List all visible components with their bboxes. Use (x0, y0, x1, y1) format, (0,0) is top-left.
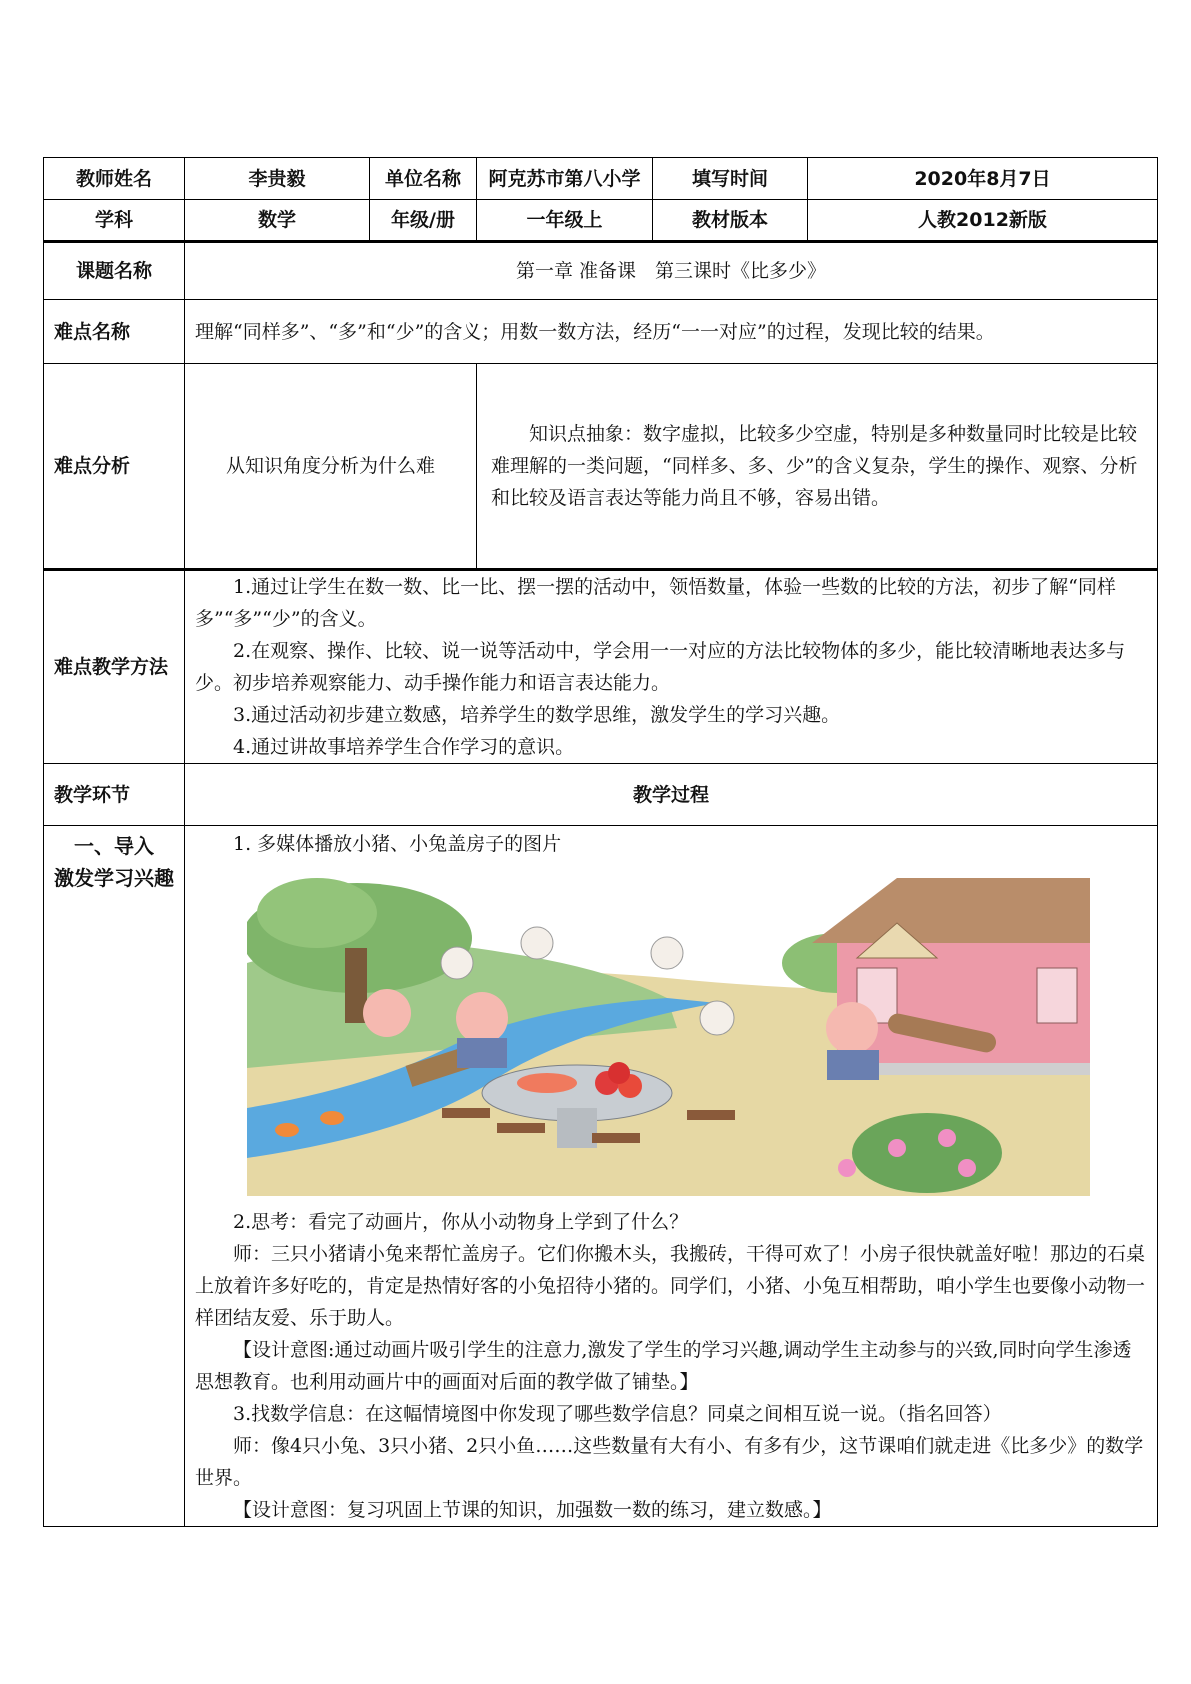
unit-name: 阿克苏市第八小学 (477, 158, 653, 200)
analysis-label: 难点分析 (44, 364, 185, 570)
difficulty-row (44, 300, 1158, 364)
analysis-sub-label: 从知识角度分析为什么难 (185, 364, 477, 570)
grade-label: 年级/册 (370, 200, 477, 242)
topic-label: 课题名称 (44, 242, 185, 300)
stage1-paragraph: 【设计意图:通过动画片吸引学生的注意力,激发了学生的学习兴趣,调动学生主动参与的兴致,同时向学生渗透思想教育。也利用动画片中的画面对后面的教学做了铺垫。】 (195, 1339, 1132, 1393)
stage1-paragraph: 师：三只小猪请小兔来帮忙盖房子。它们你搬木头，我搬砖，干得可欢了！小房子很快就盖好啦！那边的石桌上放着许多好吃的，肯定是热情好客的小兔招待小猪的。同学们，小猪、小兔互相帮助，咱小学生也要像小动物一样团结友爱、乐于助人。 (195, 1243, 1146, 1329)
analysis-value-cell (477, 364, 1158, 570)
stage1-row (44, 826, 1158, 1527)
methods-cell (185, 570, 1158, 764)
stage1-paragraph: 2.思考：看完了动画片，你从小动物身上学到了什么？ (233, 1211, 689, 1233)
edition-label: 教材版本 (653, 200, 808, 242)
date-value: 2020年8月7日 (808, 158, 1158, 200)
analysis-row (44, 364, 1158, 570)
methods-row (44, 570, 1158, 764)
lesson-plan-page (43, 157, 1157, 1527)
stage1-step1: 1. 多媒体播放小猪、小兔盖房子的图片 (233, 833, 562, 855)
subject-value: 数学 (185, 200, 370, 242)
method-item: 1.通过让学生在数一数、比一比、摆一摆的活动中，领悟数量，体验一些数的比较的方法，初步了解“同样多”“多”“少”的含义。 (195, 576, 1116, 630)
method-item: 3.通过活动初步建立数感，培养学生的数学思维，激发学生的学习兴趣。 (233, 704, 841, 726)
subject-label: 学科 (44, 200, 185, 242)
process-column-label: 教学过程 (185, 764, 1158, 826)
difficulty-value: 理解“同样多”、“多”和“少”的含义；用数一数方法，经历“一一对应”的过程，发现比较的结果。 (185, 300, 1158, 364)
process-header-row (44, 764, 1158, 826)
method-item: 2.在观察、操作、比较、说一说等活动中，学会用一一对应的方法比较物体的多少，能比较清晰地表达多与少。初步培养观察能力、动手操作能力和语言表达能力。 (195, 640, 1126, 694)
stage1-paragraph: 师：像4只小兔、3只小猪、2只小鱼……这些数量有大有小、有多有少，这节课咱们就走进《比多少》的数学世界。 (195, 1435, 1144, 1489)
grade-value: 一年级上 (477, 200, 653, 242)
stage1-paragraph: 【设计意图：复习巩固上节课的知识，加强数一数的练习，建立数感。】 (233, 1499, 832, 1521)
teacher-name: 李贵毅 (185, 158, 370, 200)
header-row-1 (44, 158, 1158, 200)
stage1-name (44, 826, 185, 1527)
lesson-plan-table (43, 157, 1158, 1527)
stage1-name-line2: 激发学习兴趣 (54, 866, 174, 890)
pigs-rabbits-building-house-illustration (247, 868, 1090, 1196)
edition-value: 人教2012新版 (808, 200, 1158, 242)
stage-column-label: 教学环节 (44, 764, 185, 826)
topic-row (44, 242, 1158, 300)
header-row-2 (44, 200, 1158, 242)
topic-value: 第一章 准备课 第三课时《比多少》 (185, 242, 1158, 300)
stage1-name-line1: 一、导入 (74, 834, 154, 858)
unit-label: 单位名称 (370, 158, 477, 200)
methods-label: 难点教学方法 (44, 570, 185, 764)
analysis-value: 知识点抽象：数字虚拟，比较多少空虚，特别是多种数量同时比较是比较难理解的一类问题，“同样多、多、少”的含义复杂，学生的操作、观察、分析和比较及语言表达等能力尚且不够，容易出错。 (491, 423, 1138, 509)
method-item: 4.通过讲故事培养学生合作学习的意识。 (233, 736, 575, 758)
date-label: 填写时间 (653, 158, 808, 200)
stage1-content (185, 826, 1158, 1527)
teacher-label: 教师姓名 (44, 158, 185, 200)
difficulty-label: 难点名称 (44, 300, 185, 364)
stage1-paragraph: 3.找数学信息：在这幅情境图中你发现了哪些数学信息？同桌之间相互说一说。（指名回答） (233, 1403, 1002, 1425)
